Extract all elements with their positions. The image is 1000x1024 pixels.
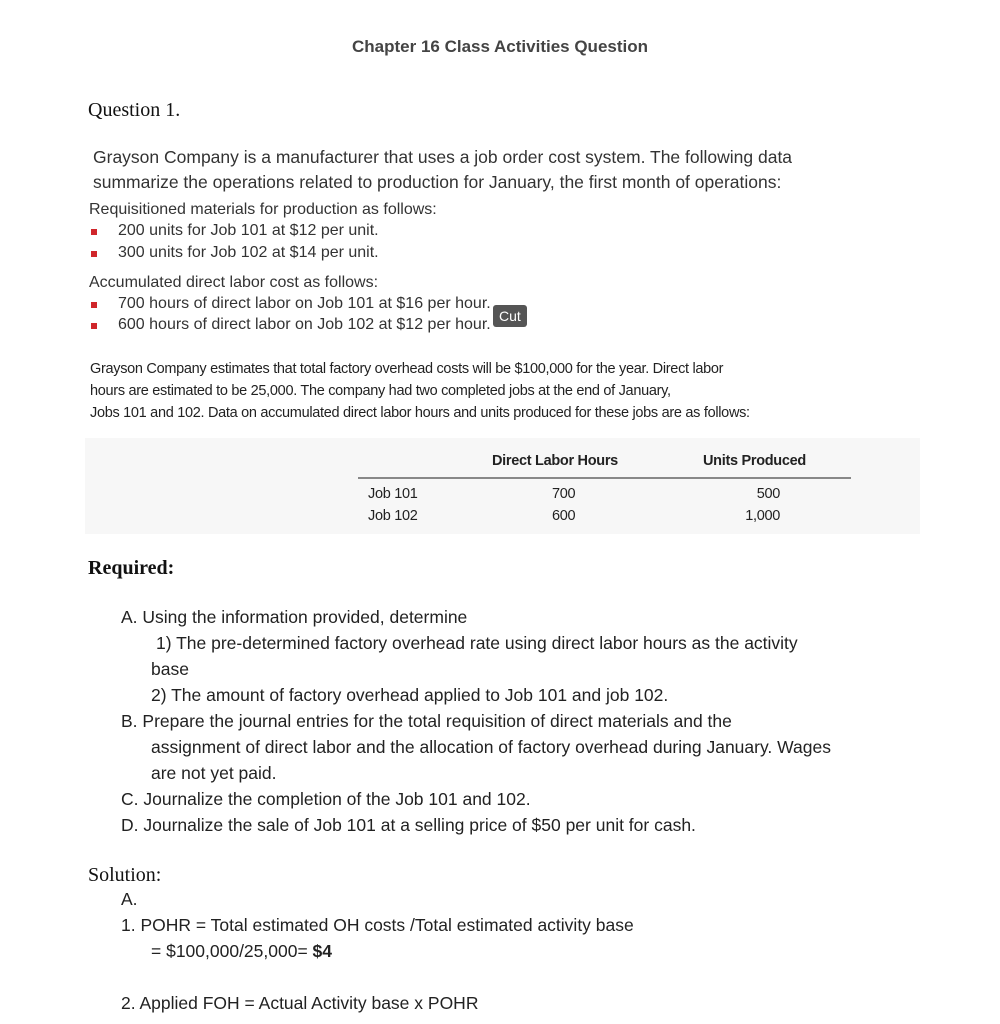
table-row-units: 1,000 bbox=[745, 508, 780, 524]
labor-item: 600 hours of direct labor on Job 102 at $12 per hour. bbox=[118, 316, 491, 333]
labor-heading: Accumulated direct labor cost as follows: bbox=[89, 274, 379, 291]
required-item: D. Journalize the sale of Job 101 at a selling price of $50 per unit for cash. bbox=[121, 815, 696, 835]
required-item: base bbox=[151, 659, 189, 679]
bullet-icon bbox=[91, 302, 97, 308]
materials-item: 300 units for Job 102 at $14 per unit. bbox=[118, 244, 379, 261]
solution-line bbox=[151, 941, 332, 962]
solution-line: 1. POHR = Total estimated OH costs /Total estimated activity base bbox=[121, 915, 634, 935]
bullet-icon bbox=[91, 229, 97, 235]
materials-heading: Requisitioned materials for production as follows: bbox=[89, 201, 437, 218]
question-label: Question 1. bbox=[88, 99, 181, 121]
table-row-job: Job 102 bbox=[368, 508, 418, 524]
required-item: C. Journalize the completion of the Job 101 and 102. bbox=[121, 789, 531, 809]
overhead-text: Jobs 101 and 102. Data on accumulated direct labor hours and units produced for these jobs are as follows: bbox=[90, 405, 750, 421]
table-row-hours: 700 bbox=[552, 486, 576, 502]
table-row-units: 500 bbox=[756, 486, 780, 502]
bullet-icon bbox=[91, 323, 97, 329]
cut-tooltip[interactable]: Cut bbox=[493, 305, 527, 327]
required-item: 1) The pre-determined factory overhead rate using direct labor hours as the activity bbox=[156, 633, 798, 653]
table-row-job: Job 101 bbox=[368, 486, 418, 502]
required-item: assignment of direct labor and the allocation of factory overhead during January. Wages bbox=[151, 737, 831, 757]
required-item: 2) The amount of factory overhead applied to Job 101 and job 102. bbox=[151, 685, 669, 705]
table-rule bbox=[358, 477, 851, 479]
required-item: A. Using the information provided, determine bbox=[121, 607, 468, 627]
header-units-produced: Units Produced bbox=[703, 453, 806, 469]
required-label: Required: bbox=[88, 557, 175, 579]
table-row-hours: 600 bbox=[552, 508, 576, 524]
intro-line: Grayson Company is a manufacturer that uses a job order cost system. The following data bbox=[93, 147, 793, 167]
overhead-text: Grayson Company estimates that total factory overhead costs will be $100,000 for the year. Direct labor bbox=[90, 361, 724, 377]
materials-item: 200 units for Job 101 at $12 per unit. bbox=[118, 222, 379, 239]
required-item: B. Prepare the journal entries for the total requisition of direct materials and the bbox=[121, 711, 732, 731]
header-direct-labor-hours: Direct Labor Hours bbox=[492, 453, 618, 469]
solution-answer: $4 bbox=[312, 941, 333, 961]
solution-line: 2. Applied FOH = Actual Activity base x POHR bbox=[121, 993, 479, 1013]
solution-formula: = $100,000/25,000= bbox=[151, 941, 313, 961]
labor-item: 700 hours of direct labor on Job 101 at $16 per hour. bbox=[118, 295, 491, 312]
page-title: Chapter 16 Class Activities Question bbox=[351, 37, 649, 56]
required-item: are not yet paid. bbox=[151, 763, 277, 783]
solution-label: Solution: bbox=[88, 864, 162, 886]
solution-a: A. bbox=[121, 889, 138, 909]
intro-line: summarize the operations related to production for January, the first month of operations: bbox=[93, 172, 782, 192]
overhead-text: hours are estimated to be 25,000. The company had two completed jobs at the end of January, bbox=[90, 383, 671, 399]
bullet-icon bbox=[91, 251, 97, 257]
